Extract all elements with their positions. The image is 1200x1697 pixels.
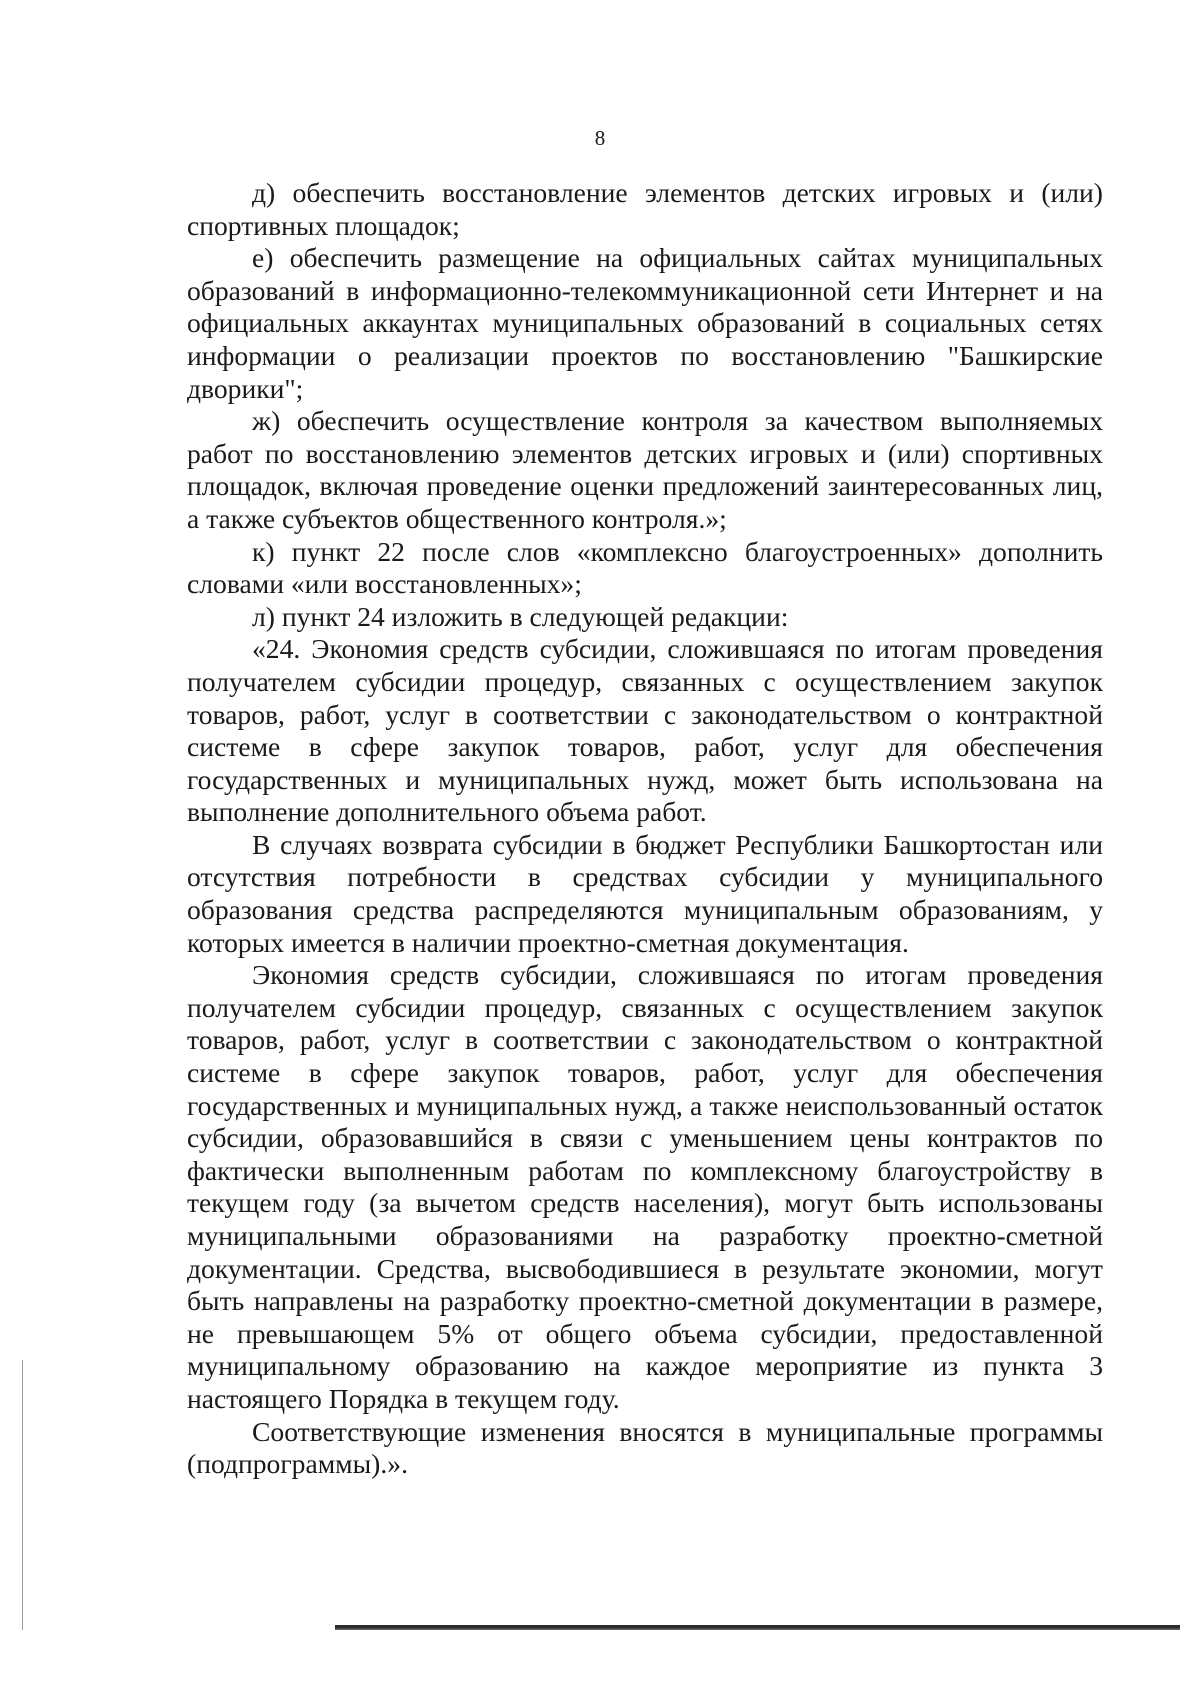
paragraph-item-24: «24. Экономия средств субсидии, сложившаяся по итогам проведения получателем субсидии процедур, связанных с осуществлением закупок товаров, работ, услуг в соответствии с законодательством о контрактной системе в сфере закупок товаров, работ, услуг для обеспечения государственных и муниципальных нужд, может быть использована на выполнение дополнительного объема работ. bbox=[187, 633, 1103, 828]
scan-bottom-rule bbox=[335, 1625, 1180, 1630]
scan-margin-line bbox=[22, 1360, 23, 1630]
page-number: 8 bbox=[594, 126, 606, 150]
paragraph-program-changes: Соответствующие изменения вносятся в муниципальные программы (подпрограммы).». bbox=[187, 1415, 1103, 1480]
document-body bbox=[187, 177, 1103, 1481]
paragraph-subsidy-return: В случаях возврата субсидии в бюджет Республики Башкортостан или отсутствия потребности в средствах субсидии у муниципального образования средства распределяются муниципальным образованиям, у которых имеется в наличии проектно-сметная документация. bbox=[187, 828, 1103, 958]
paragraph-e: е) обеспечить размещение на официальных сайтах муниципальных образований в информационно-телекоммуникационной сети Интернет и на официальных аккаунтах муниципальных образований в социальных сетях информации о реализации проектов по восстановлению "Башкирские дворики"; bbox=[187, 242, 1103, 404]
paragraph-subsidy-savings: Экономия средств субсидии, сложившаяся по итогам проведения получателем субсидии процедур, связанных с осуществлением закупок товаров, работ, услуг в соответствии с законодательством о контрактной системе в сфере закупок товаров, работ, услуг для обеспечения государственных и муниципальных нужд, а также неиспользованный остаток субсидии, образовавшийся в связи с уменьшением цены контрактов по фактически выполненным работам по комплексному благоустройству в текущем году (за вычетом средств населения), могут быть использованы муниципальными образованиями на разработку проектно-сметной документации. Средства, высвободившиеся в результате экономии, могут быть направлены на разработку проектно-сметной документации в размере, не превышающем 5% от общего объема субсидии, предоставленной муниципальному образованию на каждое мероприятие из пункта 3 настоящего Порядка в текущем году. bbox=[187, 959, 1103, 1414]
paragraph-k: к) пункт 22 после слов «комплексно благоустроенных» дополнить словами «или восстановленных»; bbox=[187, 535, 1103, 600]
paragraph-d: д) обеспечить восстановление элементов детских игровых и (или) спортивных площадок; bbox=[187, 177, 1103, 241]
paragraph-l: л) пункт 24 изложить в следующей редакции: bbox=[252, 600, 789, 632]
paragraph-zh: ж) обеспечить осуществление контроля за качеством выполняемых работ по восстановлению элементов детских игровых и (или) спортивных площадок, включая проведение оценки предложений заинтересованных лиц, а также субъектов общественного контроля.»; bbox=[187, 405, 1103, 534]
